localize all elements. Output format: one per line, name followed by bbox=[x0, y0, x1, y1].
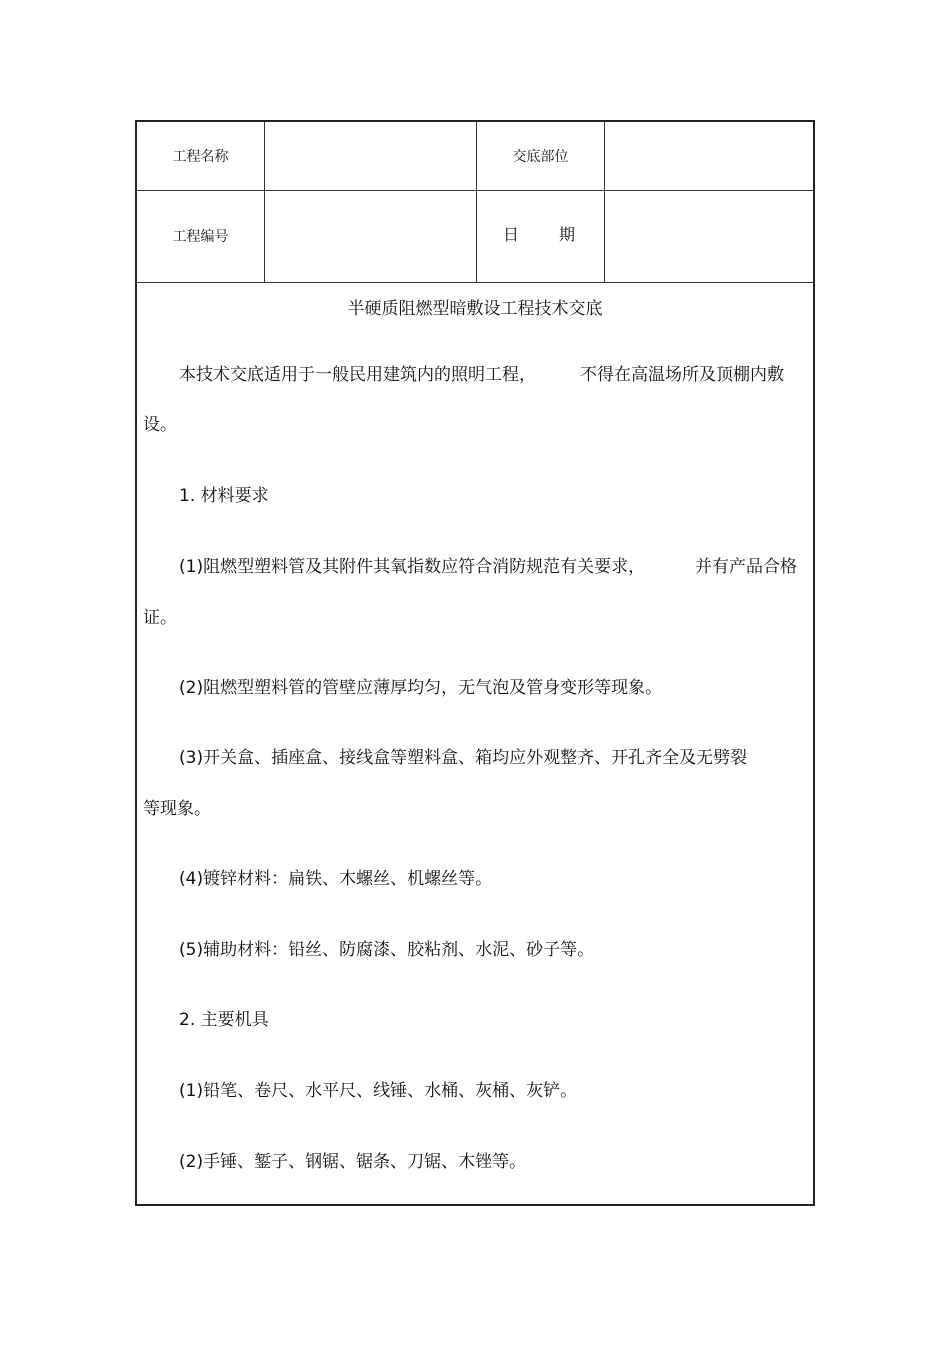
list-item: 证。 bbox=[143, 608, 177, 628]
list-item: (3)开关盒、插座盒、接线盒等塑料盒、箱均应外观整齐、开孔齐全及无劈裂 bbox=[179, 748, 748, 768]
column-divider bbox=[604, 122, 605, 282]
date-label-char: 期 bbox=[559, 225, 576, 244]
list-item: (1)阻燃型塑料管及其附件其氧指数应符合消防规范有关要求， bbox=[179, 557, 646, 577]
section-heading: 2. 主要机具 bbox=[179, 1010, 269, 1030]
list-item: 等现象。 bbox=[143, 799, 211, 819]
list-item: (2)阻燃型塑料管的管壁应薄厚均匀，无气泡及管身变形等现象。 bbox=[179, 678, 663, 698]
list-item: 并有产品合格 bbox=[695, 557, 797, 577]
project-name-label: 工程名称 bbox=[172, 149, 229, 165]
row-divider bbox=[137, 190, 813, 191]
list-item: (1)铅笔、卷尺、水平尺、线锤、水桶、灰桶、灰铲。 bbox=[179, 1081, 578, 1101]
row-divider bbox=[137, 282, 813, 283]
handover-part-label: 交底部位 bbox=[512, 149, 569, 165]
column-divider bbox=[264, 122, 265, 282]
handover-form bbox=[135, 120, 815, 1206]
section-heading: 1. 材料要求 bbox=[179, 486, 269, 506]
intro-line: 不得在高温场所及顶棚内敷 bbox=[580, 365, 784, 385]
list-item: (2)手锤、錾子、钢锯、锯条、刀锯、木锉等。 bbox=[179, 1152, 527, 1172]
project-no-label: 工程编号 bbox=[172, 229, 229, 245]
intro-line: 本技术交底适用于一般民用建筑内的照明工程， bbox=[179, 365, 536, 385]
intro-line: 设。 bbox=[143, 415, 177, 435]
date-label bbox=[503, 222, 575, 245]
list-item: (5)辅助材料：铅丝、防腐漆、胶粘剂、水泥、砂子等。 bbox=[179, 940, 595, 960]
document-title: 半硬质阻燃型暗敷设工程技术交底 bbox=[347, 299, 603, 319]
list-item: (4)镀锌材料：扁铁、木螺丝、机螺丝等。 bbox=[179, 869, 493, 889]
date-label-char: 日 bbox=[503, 225, 520, 244]
